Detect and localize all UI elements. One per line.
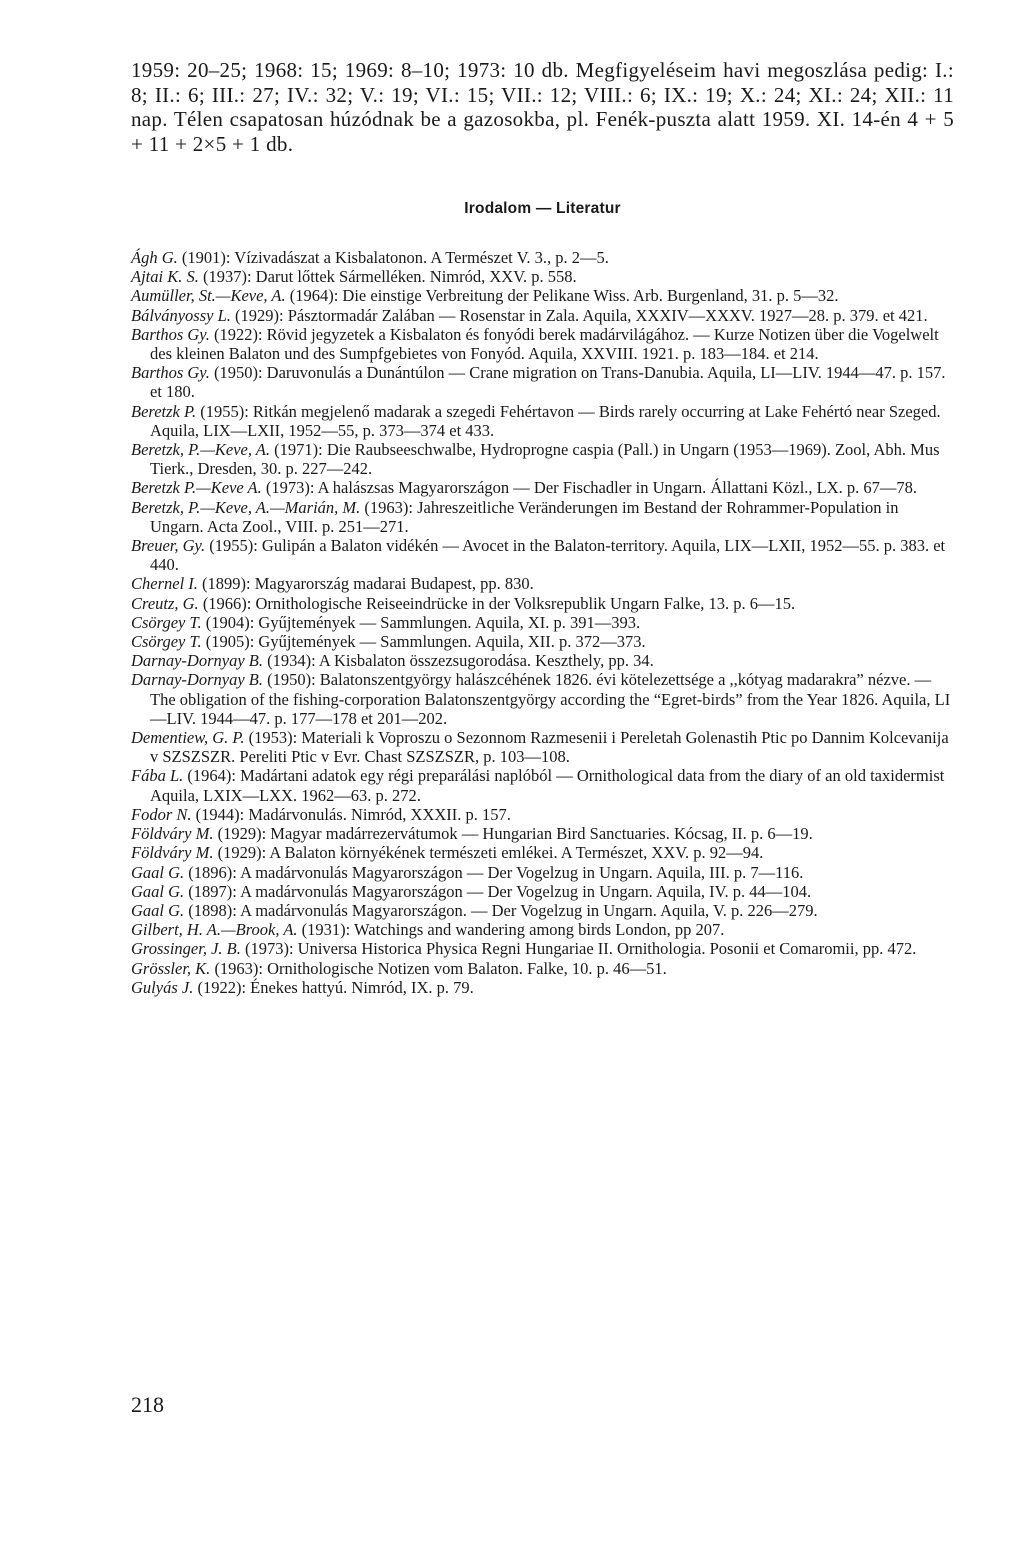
reference-author: Chernel I. (131, 574, 198, 594)
reference-text: (1901): Vízivadászat a Kisbalatonon. A Természet V. 3., p. 2—5. (177, 248, 609, 267)
reference-text: (1964): Die einstige Verbreitung der Pelikane Wiss. Arb. Burgenland, 31. p. 5—32. (285, 286, 839, 306)
reference-text: (1950): Balatonszentgyörgy halászcéhének 1826. évi kötelezettsége a ,,kótyag madarakra” nézve. — The obligation of the fishing-corporation Balatonszentgyörgy according the “Egret-birds” from the Year 1826. Aquila, LI—LIV. 1944—47. p. 177—178 et 201—202. (150, 670, 951, 728)
reference-author: Csörgey T. (131, 612, 202, 632)
reference-author: Ajtai K. S. (131, 267, 199, 287)
reference-list (131, 248, 954, 997)
reference-entry (131, 306, 954, 325)
reference-entry (131, 248, 954, 267)
reference-text: (1931): Watchings and wandering among birds London, pp 207. (297, 920, 725, 940)
reference-entry (131, 920, 954, 939)
reference-text: (1955): Ritkán megjelenő madarak a szegedi Fehértavon — Birds rarely occurring at Lake Fehértó near Szeged. Aquila, LIX—LXII, 1952—55, p. 373—374 et 433. (150, 401, 941, 440)
reference-text: (1904): Gyűjtemények — Sammlungen. Aquila, XI. p. 391—393. (201, 612, 641, 632)
reference-entry (131, 728, 954, 766)
reference-author: Dementiew, G. P. (131, 728, 245, 748)
reference-author: Barthos Gy. (131, 363, 210, 383)
reference-entry (131, 651, 954, 670)
reference-author: Fodor N. (131, 804, 192, 824)
reference-text: (1963): Ornithologische Notizen vom Balaton. Falke, 10. p. 46—51. (210, 958, 667, 978)
intro-paragraph: 1959: 20–25; 1968: 15; 1969: 8–10; 1973: 10 db. Megfigyeléseim havi megoszlása pedig: I.: 8; II.: 6; III.: 27; IV.: 32; V.: 19; VI.: 15; VII.: 12; VIII.: 6; IX.: 19; X.: 24; XI.: 24; XII.: 11 nap. Télen csapatosan húzódnak be a gazosokba, pl. Fenék-puszta alatt 1959. XI. 14-én 4 + 5 + 11 + 2×5 + 1 db. (131, 58, 954, 156)
reference-text: (1937): Darut lőttek Sármelléken. Nimród, XXV. p. 558. (198, 267, 577, 287)
page-body (131, 58, 954, 997)
reference-entry (131, 613, 954, 632)
reference-entry (131, 363, 954, 401)
reference-author: Darnay-Dornyay B. (131, 670, 263, 690)
reference-text: (1929): A Balaton környékének természeti emlékei. A Természet, XXV. p. 92—94. (213, 843, 764, 863)
reference-author: Csörgey T. (131, 632, 202, 652)
reference-text: (1944): Madárvonulás. Nimród, XXXII. p. 157. (191, 804, 511, 824)
reference-author: Breuer, Gy. (131, 536, 206, 556)
reference-entry (131, 478, 954, 497)
reference-author: Földváry M. (131, 843, 214, 863)
reference-entry (131, 766, 954, 804)
reference-text: (1963): Jahreszeitliche Veränderungen im Bestand der Rohrammer-Population in Ungarn. Acta Zool., VIII. p. 251—271. (150, 497, 899, 536)
reference-text: (1929): Pásztormadár Zalában — Rosenstar in Zala. Aquila, XXXIV—XXXV. 1927—28. p. 379. et 421. (230, 305, 928, 325)
reference-author: Beretzk, P.—Keve, A. (131, 440, 270, 460)
reference-text: (1973): A halászsas Magyarországon — Der Fischadler in Ungarn. Állattani Közl., LX. p. 67—78. (261, 478, 918, 498)
reference-entry (131, 670, 954, 728)
reference-entry (131, 978, 954, 997)
reference-author: Gaal G. (131, 881, 185, 901)
reference-entry (131, 824, 954, 843)
reference-text: (1971): Die Raubseeschwalbe, Hydroprogne caspia (Pall.) in Ungarn (1953—1969). Zool, Abh. Mus Tierk., Dresden, 30. p. 227—242. (150, 440, 940, 479)
reference-author: Földváry M. (131, 824, 214, 844)
reference-author: Beretzk P. (131, 401, 197, 421)
reference-text: (1955): Gulipán a Balaton vidékén — Avocet in the Balaton-territory. Aquila, LIX—LXII, 1952—55. p. 383. et 440. (150, 536, 946, 575)
reference-text: (1966): Ornithologische Reiseeindrücke in der Volksrepublik Ungarn Falke, 13. p. 6—15. (198, 593, 796, 613)
reference-author: Darnay-Dornyay B. (131, 651, 263, 671)
reference-entry (131, 267, 954, 286)
reference-author: Ágh G. (131, 248, 178, 267)
reference-text: (1934): A Kisbalaton összezsugorodása. Keszthely, pp. 34. (262, 651, 654, 671)
reference-entry (131, 536, 954, 574)
reference-text: (1896): A madárvonulás Magyarországon — Der Vogelzug in Ungarn. Aquila, III. p. 7—116. (184, 862, 804, 882)
reference-entry (131, 863, 954, 882)
reference-text: (1922): Énekes hattyú. Nimród, IX. p. 79. (193, 977, 474, 997)
reference-author: Beretzk P.—Keve A. (131, 478, 262, 498)
reference-author: Gulyás J. (131, 977, 194, 997)
reference-author: Beretzk, P.—Keve, A.—Marián, M. (131, 497, 361, 517)
reference-entry (131, 882, 954, 901)
reference-entry (131, 286, 954, 305)
reference-entry (131, 901, 954, 920)
reference-author: Gaal G. (131, 862, 185, 882)
reference-text: (1953): Materiali k Voproszu o Sezonnom Razmesenii i Pereletah Golenastih Ptic po Dannim Kolcevanija v SZSZSZR. Pereliti Ptic v Evr. Chast SZSZSZR, p. 103—108. (150, 728, 949, 767)
section-heading: Irodalom — Literatur (464, 200, 621, 217)
reference-entry (131, 959, 954, 978)
reference-entry (131, 632, 954, 651)
reference-text: (1973): Universa Historica Physica Regni Hungariae II. Ornithologia. Posonii et Comaromii, pp. 472. (240, 939, 917, 959)
reference-entry (131, 594, 954, 613)
reference-text: (1897): A madárvonulás Magyarországon — Der Vogelzug in Ungarn. Aquila, IV. p. 44—104. (184, 881, 812, 901)
reference-text: (1964): Madártani adatok egy régi preparálási naplóból — Ornithological data from the diary of an old taxidermist Aquila, LXIX—LXX. 1962—63. p. 272. (150, 766, 945, 805)
reference-entry (131, 440, 954, 478)
reference-author: Grössler, K. (131, 958, 211, 978)
reference-text: (1899): Magyarország madarai Budapest, pp. 830. (197, 574, 534, 594)
reference-author: Grossinger, J. B. (131, 939, 241, 959)
reference-entry (131, 574, 954, 593)
reference-entry (131, 402, 954, 440)
reference-author: Barthos Gy. (131, 324, 210, 344)
reference-text: (1950): Daruvonulás a Dunántúlon — Crane migration on Trans-Danubia. Aquila, LI—LIV. 1944—47. p. 157. et 180. (150, 363, 946, 402)
reference-entry (131, 805, 954, 824)
reference-author: Fába L. (131, 766, 184, 786)
page-number: 218 (131, 1392, 164, 1417)
reference-author: Bálványossy L. (131, 305, 231, 325)
reference-author: Gaal G. (131, 900, 185, 920)
reference-text: (1922): Rövid jegyzetek a Kisbalaton és fonyódi berek madárvilágához. — Kurze Notizen über die Vogelwelt des kleinen Balaton und des Sumpfgebietes von Fonyód. Aquila, XXVIII. 1921. p. 183—184. et 214. (150, 324, 939, 364)
reference-author: Creutz, G. (131, 593, 199, 613)
reference-text: (1929): Magyar madárrezervátumok — Hungarian Bird Sanctuaries. Kócsag, II. p. 6—19. (213, 824, 813, 844)
reference-author: Aumüller, St.—Keve, A. (131, 286, 286, 306)
reference-entry (131, 325, 954, 363)
reference-entry (131, 939, 954, 958)
reference-text: (1905): Gyűjtemények — Sammlungen. Aquila, XII. p. 372—373. (201, 632, 646, 652)
reference-text: (1898): A madárvonulás Magyarországon. — Der Vogelzug in Ungarn. Aquila, V. p. 226—279. (184, 900, 818, 920)
reference-entry (131, 498, 954, 536)
reference-entry (131, 843, 954, 862)
reference-author: Gilbert, H. A.—Brook, A. (131, 920, 298, 940)
